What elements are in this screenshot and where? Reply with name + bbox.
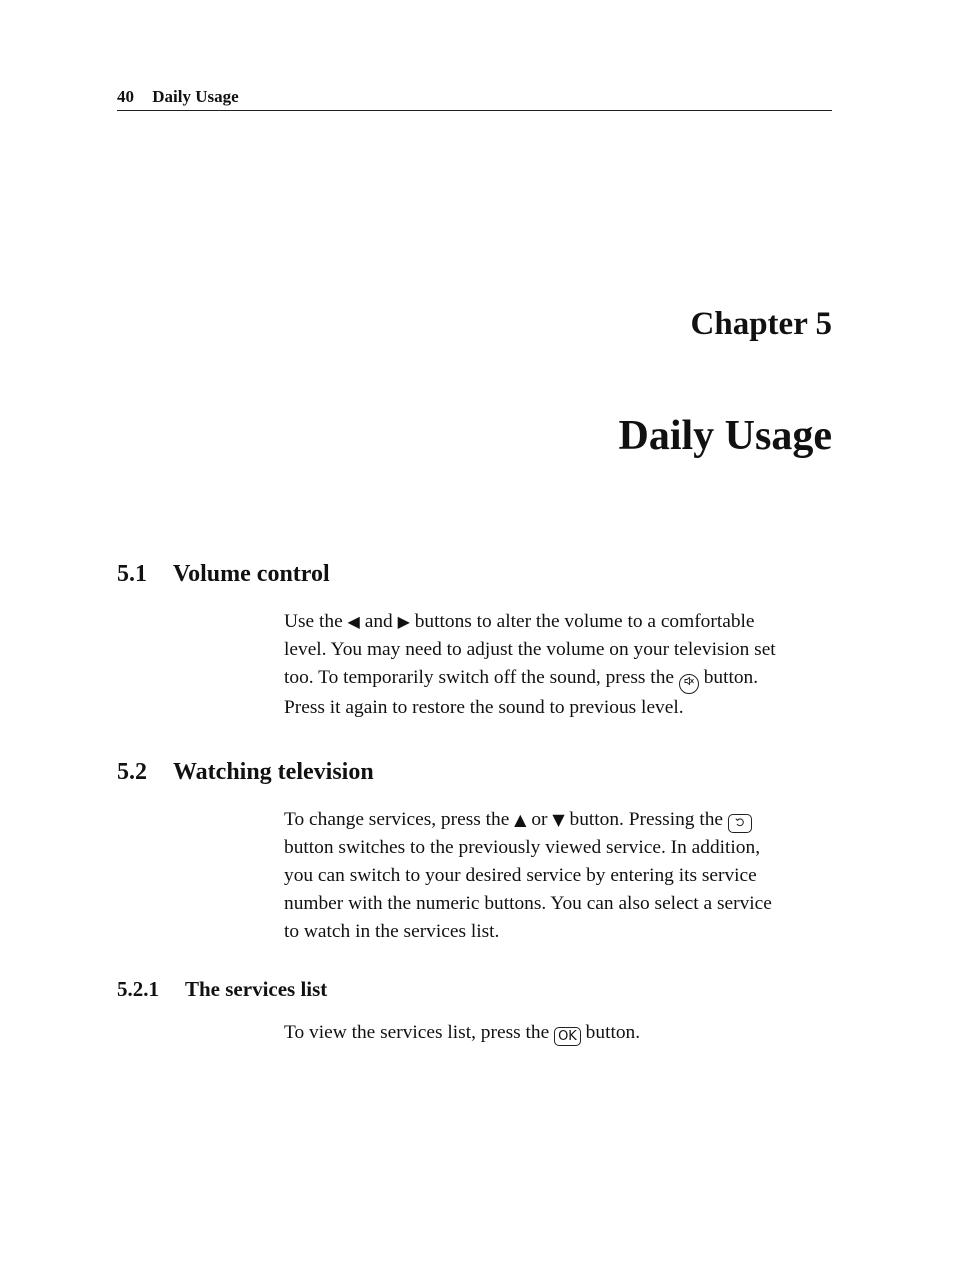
subsection-title: The services list [185,977,328,1001]
running-head-title: Daily Usage [152,87,239,106]
paragraph-line: you can switch to your desired service by entering its service [284,865,757,886]
right-arrow-icon: ▶ [397,612,410,631]
section-heading-volume-control [117,559,330,589]
paragraph-line: Use the ◀ and ▶ buttons to alter the volume to a comfortable [284,611,755,632]
subsection-heading-services-list [117,975,327,1003]
running-head [117,86,832,111]
chapter-title: Daily Usage [618,413,832,459]
paragraph-line: number with the numeric buttons. You can also select a service [284,893,772,914]
section-heading-watching-television [117,757,374,787]
paragraph-line: Press it again to restore the sound to previous level. [284,697,684,718]
paragraph-line: button switches to the previously viewed service. In addition, [284,837,761,858]
paragraph-line: too. To temporarily switch off the sound, press the button. [284,664,836,694]
ok-icon: OK [554,1027,581,1046]
subsection-number: 5.2.1 [117,977,159,1001]
chapter-label: Chapter 5 [690,306,832,342]
paragraph-line: level. You may need to adjust the volume on your television set [284,639,776,660]
down-arrow-icon: ▼ [552,810,565,829]
up-arrow-icon: ▲ [514,810,527,829]
paragraph-watching-television [284,806,836,946]
paragraph-line: to watch in the services list. [284,921,500,942]
paragraph-line: To view the services list, press the OK button. [284,1022,641,1044]
section-title: Volume control [173,561,330,587]
paragraph-services-list [284,1019,836,1047]
left-arrow-icon: ◀ [347,612,360,631]
section-number: 5.2 [117,759,147,785]
paragraph-volume-control [284,608,836,722]
mute-icon [679,674,699,694]
page-number: 40 [117,87,134,106]
section-number: 5.1 [117,561,147,587]
back-icon [728,814,752,833]
paragraph-line: To change services, press the ▲ or ▼ button. Pressing the [284,806,836,834]
section-title: Watching television [173,759,374,785]
